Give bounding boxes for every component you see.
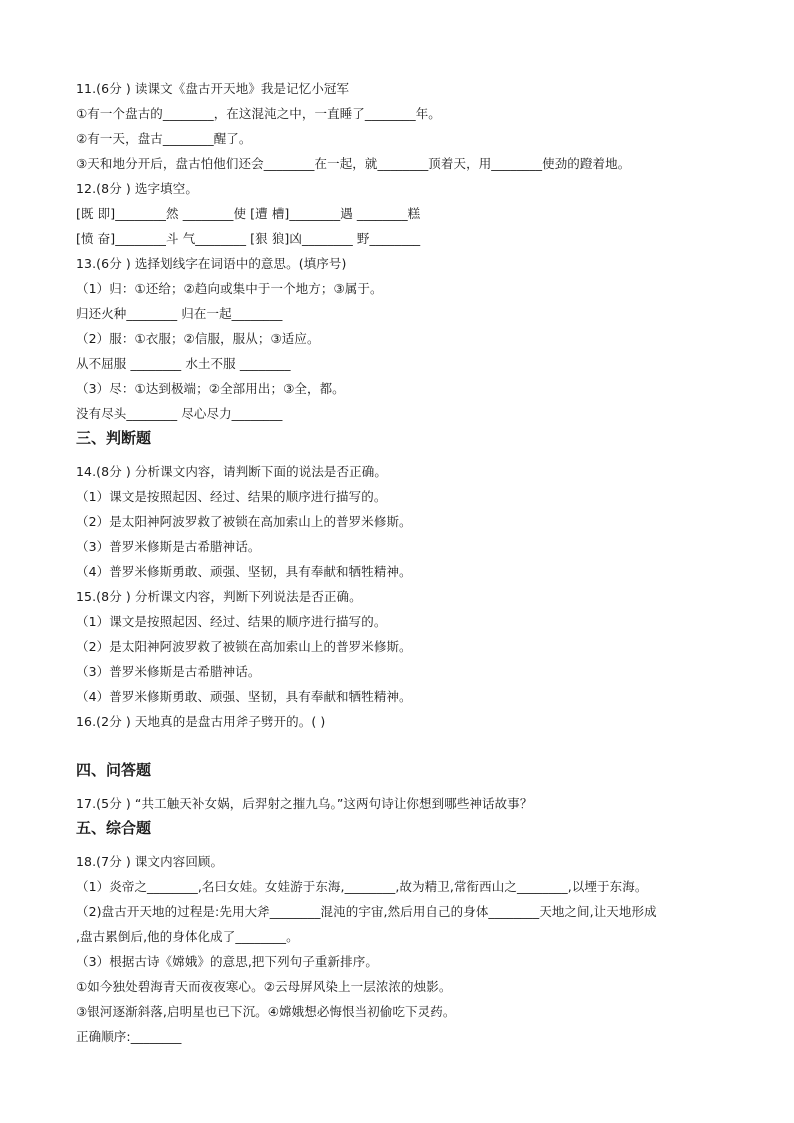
q14-statement-2: （2）是太阳神阿波罗救了被锁在高加索山上的普罗米修斯。 — [76, 514, 412, 529]
q11-line-1: ①有一个盘古的________，在这混沌之中，一直睡了________年。 — [76, 106, 441, 121]
q18-part-2-line-1: （2)盘古开天地的过程是:先用大斧________混沌的宇宙,然后用自己的身体________天地之间,让天地形成 — [76, 904, 657, 919]
q12-line-1: [既 即]________然 ________使 [遭 槽]________遇 ________糕 — [76, 206, 421, 221]
q12-stem: 12.(8分 ) 选字填空。 — [76, 181, 198, 196]
q13-part-3-answers: 没有尽头________ 尽心尽力________ — [76, 406, 283, 421]
q18-part-3: （3）根据古诗《嫦娥》的意思,把下列句子重新排序。 — [76, 954, 378, 969]
section-heading-judgement: 三、判断题 — [76, 429, 152, 447]
q18-part-2-line-2: ,盘古累倒后,他的身体化成了________。 — [76, 929, 299, 944]
q15-statement-1: （1）课文是按照起因、经过、结果的顺序进行描写的。 — [76, 614, 387, 629]
q18-options-2: ③银河逐渐斜落,启明星也已下沉。④嫦娥想必悔恨当初偷吃下灵药。 — [76, 1004, 456, 1019]
q13-part-2: （2）服：①衣服；②信服，服从；③适应。 — [76, 331, 320, 346]
q14-statement-4: （4）普罗米修斯勇敢、顽强、坚韧，具有奉献和牺牲精神。 — [76, 564, 412, 579]
section-heading-comprehensive: 五、综合题 — [76, 819, 152, 837]
q11-stem: 11.(6分 ) 读课文《盘古开天地》我是记忆小冠军 — [76, 81, 350, 96]
q18-stem: 18.(7分 ) 课文内容回顾。 — [76, 854, 224, 869]
q13-part-1: （1）归：①还给；②趋向或集中于一个地方；③属于。 — [76, 281, 383, 296]
q16-stem: 16.(2分 ) 天地真的是盘古用斧子劈开的。( ) — [76, 714, 326, 729]
q13-part-3: （3）尽：①达到极端；②全部用出；③全，都。 — [76, 381, 345, 396]
q13-part-1-answers: 归还火种________ 归在一起________ — [76, 306, 283, 321]
q15-statement-4: （4）普罗米修斯勇敢、顽强、坚韧，具有奉献和牺牲精神。 — [76, 689, 412, 704]
q11-line-3: ③天和地分开后，盘古怕他们还会________在一起，就________顶着天，用________使劲的蹬着地。 — [76, 156, 631, 171]
q18-options-1: ①如今独处碧海青天而夜夜寒心。②云母屏风染上一层浓浓的烛影。 — [76, 979, 452, 994]
q11-line-2: ②有一天，盘古________醒了。 — [76, 131, 252, 146]
q13-part-2-answers: 从不屈服 ________ 水土不服 ________ — [76, 356, 291, 371]
q18-part-1: （1）炎帝之________,名曰女娃。女娃游于东海,________,故为精卫,常衔西山之________,以堙于东海。 — [76, 879, 648, 894]
q17-stem: 17.(5分 ) “共工触天补女娲，后羿射之摧九乌。”这两句诗让你想到哪些神话故事？ — [76, 796, 533, 811]
q15-statement-2: （2）是太阳神阿波罗救了被锁在高加索山上的普罗米修斯。 — [76, 639, 412, 654]
q14-statement-3: （3）普罗米修斯是古希腊神话。 — [76, 539, 261, 554]
q13-stem: 13.(6分 ) 选择划线字在词语中的意思。(填序号) — [76, 256, 347, 271]
q15-statement-3: （3）普罗米修斯是古希腊神话。 — [76, 664, 261, 679]
q18-answer-line: 正确顺序:________ — [76, 1029, 182, 1044]
q14-statement-1: （1）课文是按照起因、经过、结果的顺序进行描写的。 — [76, 489, 387, 504]
q14-stem: 14.(8分 ) 分析课文内容，请判断下面的说法是否正确。 — [76, 464, 387, 479]
q12-line-2: [愤 奋]________斗 气________ [狠 狼]凶________ 野________ — [76, 231, 421, 246]
q15-stem: 15.(8分 ) 分析课文内容，判断下列说法是否正确。 — [76, 589, 362, 604]
section-heading-qa: 四、问答题 — [76, 761, 152, 779]
